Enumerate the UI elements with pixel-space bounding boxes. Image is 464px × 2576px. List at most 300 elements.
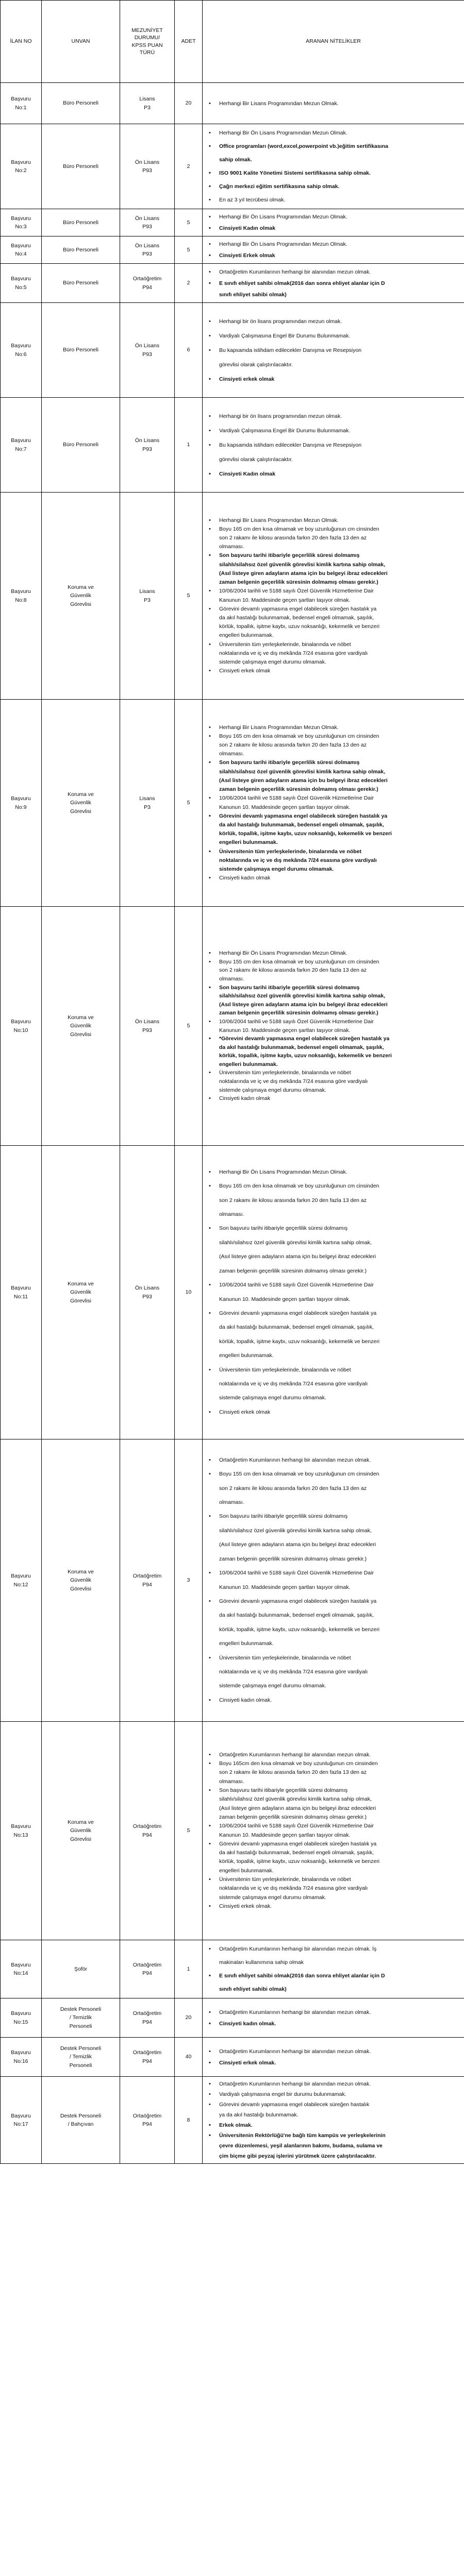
requirements-cell	[203, 303, 464, 398]
requirement-item	[206, 211, 461, 223]
ilan-no-line: Başvuru	[11, 795, 31, 802]
requirement-line: noktalarında ve iç ve dış mekânda 7/24 esasına göre vardiyalı	[219, 1380, 368, 1387]
requirement-line: • 10/06/2004 tarihli ve 5188 sayılı Özel Güvenlik Hizmetlerine Dair	[219, 1282, 374, 1289]
requirement-line: engelleri bulunmamak.	[219, 1640, 274, 1647]
unvan-line: Güvenlik	[70, 1827, 91, 1834]
requirement-line: silahlı/silahsız özel güvenlik görevlisi kimlik kartına sahip olmak,	[219, 993, 386, 999]
unvan-line: Şoför	[74, 1965, 88, 1972]
puan-turu-line: Lisans	[139, 795, 155, 802]
requirements-cell	[203, 1439, 464, 1722]
puan-turu-line: Ortaöğretim	[132, 276, 162, 282]
unvan-line: / Temizlik	[70, 2054, 92, 2060]
requirement-line: • Üniversitenin tüm yerleşkelerinde, binalarında ve nöbet	[219, 1366, 351, 1373]
requirement-line: (Asıl listeye giren adayların atama için bu belgeyi ibraz edecekleri	[219, 1001, 388, 1008]
puan-turu-cell	[120, 209, 175, 236]
ilan-no-line: Başvuru	[11, 96, 31, 103]
ilan-no-line: No:9	[15, 804, 27, 810]
ilan-no-cell	[1, 124, 42, 209]
requirement-line: • Boyu 165cm den kısa olmamak ve boy uzunluğunun cm cinsinden	[219, 1760, 378, 1767]
requirement-line: • Son başvuru tarihi itibariyle geçerlilik süresi dolmamış	[219, 552, 360, 559]
requirement-line: görevlisi olarak çalıştırılacaktır.	[219, 361, 293, 368]
unvan-cell	[42, 700, 120, 907]
requirement-line: • Ortaöğretim Kurumlarının herhangi bir alanından mezun olmak.	[219, 2081, 371, 2087]
requirements-list	[206, 2079, 461, 2161]
adet-cell: 5	[175, 1722, 203, 1940]
puan-turu-cell	[120, 493, 175, 700]
requirement-line: görevlisi olarak çalıştırılacaktır.	[219, 456, 293, 463]
puan-turu-line: P94	[142, 2019, 152, 2025]
requirement-line: • Görevini devamlı yapmasına engel olabilecek süreğen hastalık ya	[219, 1598, 377, 1604]
unvan-cell	[42, 83, 120, 124]
requirement-line: körlük, topallık, işitme kaybı, uzuv noksanlığı, kekemelik ve benzeri	[219, 1626, 380, 1633]
requirement-line: zaman belgenin geçerlilik süresinin dolmamış olması gerekir.)	[219, 786, 378, 793]
requirement-line: sistemde çalışmaya engel durumu olmamak.	[219, 866, 334, 872]
unvan-line: / Bahçıvan	[68, 2121, 94, 2127]
requirement-line: engelleri bulunmamak.	[219, 1352, 274, 1359]
requirement-line: Kanunun 10. Maddesinde geçen şartları taşıyor olmak.	[219, 1296, 351, 1302]
unvan-line: Görevlisi	[70, 601, 91, 607]
requirement-item	[206, 1510, 461, 1566]
requirement-line: Kanunun 10. Maddesinde geçen şartları taşıyor olmak.	[219, 804, 351, 810]
requirement-item	[206, 140, 461, 166]
requirement-item	[206, 166, 461, 180]
requirement-line: sistemde çalışmaya engel durumu olmamak.	[219, 1683, 326, 1689]
requirement-line: körlük, topallık, işitme kaybı, uzuv noksanlığı, kekemelik ve benzeri	[219, 1338, 380, 1345]
requirement-line: • Herhangi Bir Lisans Programından Mezun Olmak.	[219, 100, 339, 107]
requirements-list	[206, 516, 461, 676]
ilan-no-line: Başvuru	[11, 1961, 31, 1968]
requirement-item	[206, 223, 461, 234]
puan-turu-cell	[120, 2077, 175, 2164]
requirement-line: Kanunun 10. Maddesinde geçen şartları taşıyor olmak.	[219, 1832, 351, 1838]
requirement-item	[206, 667, 461, 675]
header-nitelikler: ARANAN NİTELİKLER	[203, 1, 464, 83]
ilan-no-line: Başvuru	[11, 1019, 31, 1025]
ilan-no-line: No:5	[15, 284, 27, 291]
unvan-line: Personeli	[69, 2023, 92, 2029]
table-row	[1, 700, 464, 907]
requirement-line: • Office programları (word,excel,powerpoint vb.)eğitim sertifikasına	[219, 143, 388, 149]
requirements-list	[206, 2007, 461, 2029]
unvan-cell	[42, 493, 120, 700]
unvan-cell	[42, 907, 120, 1146]
requirement-line: • ISO 9001 Kalite Yönetimi Sistemi sertifikasına sahip olmak.	[219, 170, 371, 176]
ilan-no-cell	[1, 493, 42, 700]
requirement-line: (Asıl listeye giren adayların atama için bu belgeyi ibraz edecekleri	[219, 777, 388, 784]
requirement-line: olmaması.	[219, 544, 244, 550]
ilan-no-cell	[1, 236, 42, 264]
ilan-no-line: Başvuru	[11, 1285, 31, 1292]
requirement-line: • Herhangi Bir Ön Lisans Programından Mezun Olmak.	[219, 950, 347, 957]
requirement-item	[206, 812, 461, 848]
unvan-line: Büro Personeli	[63, 442, 98, 448]
requirement-line: da akıl hastalığı bulunmamak, bedensel engeli olmamak, şaşılık,	[219, 821, 384, 828]
unvan-line: Görevlisi	[70, 808, 91, 815]
unvan-line: Koruma ve	[68, 1014, 94, 1021]
requirements-cell	[203, 124, 464, 209]
ilan-no-line: No:2	[15, 167, 27, 174]
requirement-line: noktalarında ve iç ve dış mekânda 7/24 esasına göre vardiyalı	[219, 1668, 368, 1675]
requirements-list	[206, 266, 461, 300]
requirement-item	[206, 640, 461, 667]
puan-turu-line: P94	[142, 2058, 152, 2064]
requirement-line: • Son başvuru tarihi itibariyle geçerlilik süresi dolmamış	[219, 1787, 348, 1794]
requirement-item	[206, 126, 461, 140]
unvan-cell	[42, 303, 120, 398]
header-ilan-no: İLAN NO	[1, 1, 42, 83]
requirement-line: • Üniversitenin tüm yerleşkelerinde, binalarında ve nöbet	[219, 848, 362, 855]
requirement-line: sistemde çalışmaya engel durumu olmamak.	[219, 1087, 326, 1093]
requirement-item	[206, 1875, 461, 1902]
requirement-item	[206, 516, 461, 525]
requirement-line: silahlı/silahsız özel güvenlik görevlisi kimlik kartına sahip olmak,	[219, 1796, 372, 1803]
unvan-line: Destek Personeli	[60, 2045, 102, 2052]
unvan-line: Güvenlik	[70, 1023, 91, 1029]
requirement-line: • Üniversitenin tüm yerleşkelerinde, binalarında ve nöbet	[219, 1070, 351, 1076]
requirements-cell	[203, 2038, 464, 2077]
requirements-list	[206, 2046, 461, 2069]
ilan-no-line: Başvuru	[11, 2049, 31, 2056]
ilan-no-line: Başvuru	[11, 159, 31, 165]
requirement-line: silahlı/silahsız özel güvenlik görevlisi kimlik kartına sahip olmak,	[219, 768, 386, 775]
requirement-line: • E sınıfı ehliyet sahibi olmak(2016 dan sonra ehliyet alanlar için D	[219, 280, 385, 286]
puan-turu-line: P93	[142, 1293, 152, 1300]
requirement-line: da akıl hastalığı bulunmamak, bedensel engeli olmamak, şaşılık,	[219, 614, 374, 621]
unvan-line: Güvenlik	[70, 1577, 91, 1584]
requirements-list	[206, 126, 461, 207]
requirements-cell	[203, 1146, 464, 1439]
requirement-item	[206, 329, 461, 343]
requirement-line: körlük, topallık, işitme kaybı, uzuv noksanlığı, kekemelik ve benzeri	[219, 1053, 392, 1059]
puan-turu-cell	[120, 2038, 175, 2077]
requirement-item	[206, 723, 461, 732]
adet-cell: 8	[175, 2077, 203, 2164]
requirement-item	[206, 1751, 461, 1759]
requirement-item	[206, 2089, 461, 2099]
requirement-line: • Ortaöğretim Kurumlarının herhangi bir alanından mezun olmak.	[219, 1751, 371, 1758]
requirement-line: • 10/06/2004 tarihli ve 5188 sayılı Özel Güvenlik Hizmetlerine Dair	[219, 588, 374, 595]
requirement-line: • Son başvuru tarihi itibariyle geçerlilik süresi dolmamış	[219, 984, 360, 991]
table-row	[1, 907, 464, 1146]
requirement-line: • Görevini devamlı yapmasına engel olabilecek süreğen hastalık ya	[219, 1840, 377, 1847]
unvan-line: Destek Personeli	[60, 2006, 102, 2013]
requirement-line: • Herhangi Bir Ön Lisans Programından Mezun Olmak.	[219, 130, 347, 136]
puan-turu-line: Ön Lisans	[135, 437, 160, 444]
header-row	[1, 1, 464, 83]
ilan-no-line: No:1	[15, 104, 27, 111]
adet-cell: 20	[175, 83, 203, 124]
requirements-list	[206, 723, 461, 883]
requirement-line: • Görevini devamlı yapmasına engel olabilecek süreğen hastalık ya	[219, 605, 377, 612]
unvan-line: Görevlisi	[70, 1836, 91, 1842]
requirement-item	[206, 1693, 461, 1707]
requirement-line: silahlı/silahsız özel güvenlik görevlisi kimlik kartına sahip olmak,	[219, 1239, 372, 1246]
requirement-item	[206, 409, 461, 423]
requirement-item	[206, 1165, 461, 1179]
requirement-item	[206, 2046, 461, 2057]
requirement-line: • Son başvuru tarihi itibariyle geçerlilik süresi dolmamış	[219, 1225, 348, 1232]
requirement-line: (Asıl listeye giren adayların atama için bu belgeyi ibraz edecekleri	[219, 1253, 376, 1260]
requirement-line: • Ortaöğretim Kurumlarının herhangi bir alanından mezun olmak.	[219, 268, 371, 275]
requirement-item	[206, 525, 461, 552]
puan-turu-cell	[120, 264, 175, 303]
requirement-line: • Üniversitenin tüm yerleşkelerinde, binalarında ve nöbet	[219, 1654, 351, 1661]
requirement-line: noktalarında ve iç ve dış mekânda 7/24 esasına göre vardiyalı	[219, 1078, 368, 1085]
ilan-no-cell	[1, 1722, 42, 1940]
ilan-no-line: No:7	[15, 446, 27, 452]
puan-turu-line: P94	[142, 1832, 152, 1838]
adet-cell: 5	[175, 493, 203, 700]
requirement-line: • 10/06/2004 tarihli ve 5188 sayılı Özel Güvenlik Hizmetlerine Dair	[219, 1570, 374, 1577]
ilan-no-line: No:11	[13, 1293, 28, 1300]
requirement-line: • Üniversitenin tüm yerleşkelerinde, binalarında ve nöbet	[219, 1876, 351, 1883]
requirement-line: (Asıl listeye giren adayların atama için bu belgeyi ibraz edecekleri	[219, 1541, 376, 1548]
ilan-no-cell	[1, 264, 42, 303]
puan-turu-cell	[120, 83, 175, 124]
ilan-no-line: Başvuru	[11, 343, 31, 349]
requirement-line: • Herhangi Bir Ön Lisans Programından Mezun Olmak.	[219, 241, 347, 247]
requirements-cell	[203, 236, 464, 264]
unvan-line: Büro Personeli	[63, 246, 98, 253]
ilan-no-line: Başvuru	[11, 276, 31, 282]
adet-cell: 40	[175, 2038, 203, 2077]
ilan-no-line: No:3	[15, 224, 27, 230]
requirement-line: olmaması.	[219, 1499, 244, 1506]
puan-turu-cell	[120, 700, 175, 907]
requirement-item	[206, 467, 461, 481]
requirement-item	[206, 2130, 461, 2161]
requirement-line: Kanunun 10. Maddesinde geçen şartları taşıyor olmak.	[219, 1584, 351, 1590]
requirement-item	[206, 1405, 461, 1419]
requirement-line: • Herhangi Bir Ön Lisans Programından Mezun Olmak.	[219, 1168, 347, 1175]
adet-cell: 20	[175, 1998, 203, 2038]
requirement-line: engelleri bulunmamak.	[219, 839, 278, 846]
requirement-line: zaman belgenin geçerlilik süresinin dolmamış olması gerekir.)	[219, 579, 378, 586]
requirement-line: • *Görevini devamlı yapmasına engel olabilecek süreğen hastalık ya	[219, 1036, 390, 1042]
requirement-line: noktalarında ve iç ve dış mekânda 7/24 esasına göre vardiyalı	[219, 857, 377, 863]
requirement-line: • 10/06/2004 tarihli ve 5188 sayılı Özel Güvenlik Hizmetlerine Dair	[219, 795, 374, 802]
unvan-cell	[42, 2038, 120, 2077]
requirement-line: • Bu kapsamda istihdam edilecekler Danışma ve Resepsiyon	[219, 347, 362, 353]
header-puan-line: KPSS PUAN	[131, 42, 163, 48]
ilan-no-line: No:14	[13, 1970, 28, 1976]
requirement-item	[206, 1759, 461, 1786]
requirement-line: • Boyu 155 cm den kısa olmamak ve boy uzunluğunun cm cinsinden	[219, 958, 379, 965]
requirement-line: son 2 rakamı ile kilosu arasında farkın 20 den fazla 13 den az	[219, 742, 367, 749]
unvan-line: Koruma ve	[68, 1569, 94, 1575]
adet-cell: 5	[175, 236, 203, 264]
requirement-item	[206, 758, 461, 794]
requirement-line: • Ortaöğretim Kurumlarının herhangi bir alanından mezun olmak.	[219, 2048, 371, 2055]
requirement-item	[206, 1278, 461, 1307]
requirement-item	[206, 794, 461, 811]
requirements-cell	[203, 907, 464, 1146]
unvan-line: Görevlisi	[70, 1297, 91, 1304]
requirement-item	[206, 1453, 461, 1467]
unvan-cell	[42, 398, 120, 493]
requirements-cell	[203, 398, 464, 493]
requirement-line: • 10/06/2004 tarihli ve 5188 sayılı Özel Güvenlik Hizmetlerine Dair	[219, 1823, 374, 1829]
unvan-line: Koruma ve	[68, 1819, 94, 1826]
requirement-line: körlük, topallık, işitme kaybı, uzuv noksanlığı, kekemelik ve benzeri	[219, 831, 392, 837]
requirement-item	[206, 2079, 461, 2089]
requirements-list	[206, 1751, 461, 1911]
requirement-item	[206, 551, 461, 587]
requirements-cell	[203, 83, 464, 124]
puan-turu-line: P93	[142, 351, 152, 358]
requirement-item	[206, 1840, 461, 1875]
requirement-line: • Vardiyalı Çalışmasına Engel Bir Durumu Bulunmamak.	[219, 427, 351, 434]
requirement-line: sahip olmak.	[219, 157, 252, 163]
requirements-cell	[203, 1998, 464, 2038]
requirement-line: noktalarında ve iç ve dış mekânda 7/24 esasına göre vardiyalı	[219, 1885, 368, 1892]
requirement-line: • Boyu 165 cm den kısa olmamak ve boy uzunluğunun cm cinsinden	[219, 526, 379, 532]
requirement-item	[206, 949, 461, 958]
requirement-line: • Cinsiyeti Kadın olmak	[219, 225, 276, 231]
requirement-line: körlük, topallık, işitme kaybı, uzuv noksanlığı, kekemelik ve benzeri	[219, 1858, 380, 1865]
puan-turu-cell	[120, 1998, 175, 2038]
requirement-item	[206, 180, 461, 193]
unvan-cell	[42, 264, 120, 303]
ilan-no-cell	[1, 209, 42, 236]
requirements-cell	[203, 2077, 464, 2164]
table-row	[1, 1439, 464, 1722]
requirement-item	[206, 2018, 461, 2029]
puan-turu-line: Ön Lisans	[135, 1019, 160, 1025]
adet-cell: 1	[175, 1940, 203, 1998]
adet-cell: 3	[175, 1439, 203, 1722]
puan-turu-line: P3	[144, 804, 151, 810]
requirement-line: zaman belgenin geçerlilik süresinin dolmamış olması gerekir.)	[219, 1555, 367, 1562]
requirement-line: • Vardiyalı çalışmasına engel bir durumu bulunmamak.	[219, 2091, 346, 2097]
requirement-item	[206, 2057, 461, 2069]
table-row	[1, 264, 464, 303]
puan-turu-line: Ortaöğretim	[132, 2010, 162, 2017]
requirement-item	[206, 2099, 461, 2120]
header-puan-turu	[120, 1, 175, 83]
requirement-item	[206, 1222, 461, 1278]
ilan-no-cell	[1, 1146, 42, 1439]
adet-cell: 5	[175, 907, 203, 1146]
ilan-no-cell	[1, 700, 42, 907]
requirement-line: • Cinsiyeti erkek olmak.	[219, 1903, 272, 1909]
table-row	[1, 303, 464, 398]
ilan-no-line: Başvuru	[11, 2112, 31, 2119]
job-rows	[1, 83, 464, 2164]
unvan-line: Personeli	[69, 2062, 92, 2069]
requirement-line: Kanunun 10. Maddesinde geçen şartları taşıyor olmak.	[219, 597, 351, 603]
requirement-line: • Herhangi bir ön lisans programından mezun olmak.	[219, 318, 342, 325]
requirement-item	[206, 874, 461, 883]
puan-turu-line: Ortaöğretim	[132, 1573, 162, 1580]
requirement-line: da akıl hastalığı bulunmamak, bedensel engeli olmamak, şaşılık,	[219, 1324, 374, 1331]
requirement-line: • E sınıfı ehliyet sahibi olmak(2016 dan sonra ehliyet alanlar için D	[219, 1973, 385, 1979]
unvan-line: Koruma ve	[68, 791, 94, 798]
puan-turu-line: Ön Lisans	[135, 215, 160, 222]
requirement-item	[206, 1969, 461, 1996]
requirement-line: • Herhangi Bir Ön Lisans Programından Mezun Olmak.	[219, 214, 347, 220]
requirement-line: son 2 rakamı ile kilosu arasında farkın 20 den fazla 13 den az	[219, 967, 367, 974]
requirement-item	[206, 278, 461, 300]
requirements-cell	[203, 700, 464, 907]
requirement-line: olmaması.	[219, 1211, 244, 1218]
ilan-no-cell	[1, 1439, 42, 1722]
requirement-line: (Asıl listeye giren adayların atama için bu belgeyi ibraz edecekleri	[219, 570, 388, 577]
puan-turu-line: Ön Lisans	[135, 242, 160, 249]
unvan-line: Büro Personeli	[63, 219, 98, 226]
requirement-item	[206, 1179, 461, 1222]
requirement-item	[206, 1307, 461, 1363]
requirement-item	[206, 2120, 461, 2130]
requirement-line: • Cinsiyeti erkek olmak	[219, 376, 275, 382]
puan-turu-cell	[120, 303, 175, 398]
requirement-line: • Cinsiyeti erkek olmak.	[219, 2059, 276, 2066]
ilan-no-line: No:8	[15, 597, 27, 603]
table-row	[1, 2038, 464, 2077]
requirement-line: sistemde çalışmaya engel durumu olmamak.	[219, 658, 326, 665]
requirement-line: olmaması.	[219, 1778, 244, 1785]
requirement-line: sınıfı ehliyet sahibi olmak)	[219, 1986, 287, 1992]
puan-turu-line: Ortaöğretim	[132, 2112, 162, 2119]
puan-turu-line: P94	[142, 1970, 152, 1976]
unvan-cell	[42, 1146, 120, 1439]
requirement-line: da akıl hastalığı bulunmamak, bedensel engeli olmamak, şaşılık,	[219, 1044, 384, 1050]
ilan-no-line: No:12	[13, 1581, 28, 1588]
requirement-item	[206, 1035, 461, 1069]
unvan-line: Büro Personeli	[63, 163, 98, 170]
requirement-line: • Görevini devamlı yapmasına engel olabilecek süreğen hastalık ya	[219, 1310, 377, 1316]
puan-turu-line: Lisans	[139, 588, 155, 595]
adet-cell: 2	[175, 264, 203, 303]
ilan-no-line: Başvuru	[11, 2010, 31, 2017]
requirement-line: silahlı/silahsız özel güvenlik görevlisi kimlik kartına sahip olmak,	[219, 1527, 372, 1534]
table-row	[1, 236, 464, 264]
requirement-line: son 2 rakamı ile kilosu arasında farkın 20 den fazla 13 den az	[219, 1769, 367, 1776]
header-adet: ADET	[175, 1, 203, 83]
requirements-cell	[203, 264, 464, 303]
requirement-line: • Görevini devamlı yapmasına engel olabilecek süreğen hastalık ya	[219, 812, 388, 819]
unvan-cell	[42, 1940, 120, 1998]
ilan-no-line: No:17	[13, 2121, 28, 2127]
adet-cell: 10	[175, 1146, 203, 1439]
requirement-line: • En az 3 yıl tecrübesi olmak.	[219, 197, 286, 203]
puan-turu-cell	[120, 1722, 175, 1940]
requirements-list	[206, 949, 461, 1103]
requirement-item	[206, 2007, 461, 2018]
requirement-line: sistemde çalışmaya engel durumu olmamak.	[219, 1894, 326, 1901]
requirement-line: son 2 rakamı ile kilosu arasında farkın 20 den fazla 13 den az	[219, 1485, 367, 1492]
requirement-item	[206, 587, 461, 604]
requirement-line: sistemde çalışmaya engel durumu olmamak.	[219, 1395, 326, 1401]
table-row	[1, 493, 464, 700]
puan-turu-cell	[120, 398, 175, 493]
ilan-no-line: No:16	[13, 2058, 28, 2064]
requirement-line: • Cinsiyeti Kadın olmak	[219, 470, 276, 477]
requirements-list	[206, 1453, 461, 1707]
requirement-line: olmaması.	[219, 751, 244, 757]
requirement-line: da akıl hastalığı bulunmamak, bedensel engeli olmamak, şaşılık,	[219, 1850, 374, 1856]
requirements-cell	[203, 493, 464, 700]
requirements-list	[206, 1165, 461, 1419]
requirement-line: engelleri bulunmamak.	[219, 1867, 274, 1874]
requirement-item	[206, 1363, 461, 1405]
puan-turu-cell	[120, 124, 175, 209]
puan-turu-line: P93	[142, 224, 152, 230]
requirement-item	[206, 1566, 461, 1595]
unvan-line: / Temizlik	[70, 2014, 92, 2021]
ilan-no-line: Başvuru	[11, 437, 31, 444]
puan-turu-cell	[120, 1146, 175, 1439]
